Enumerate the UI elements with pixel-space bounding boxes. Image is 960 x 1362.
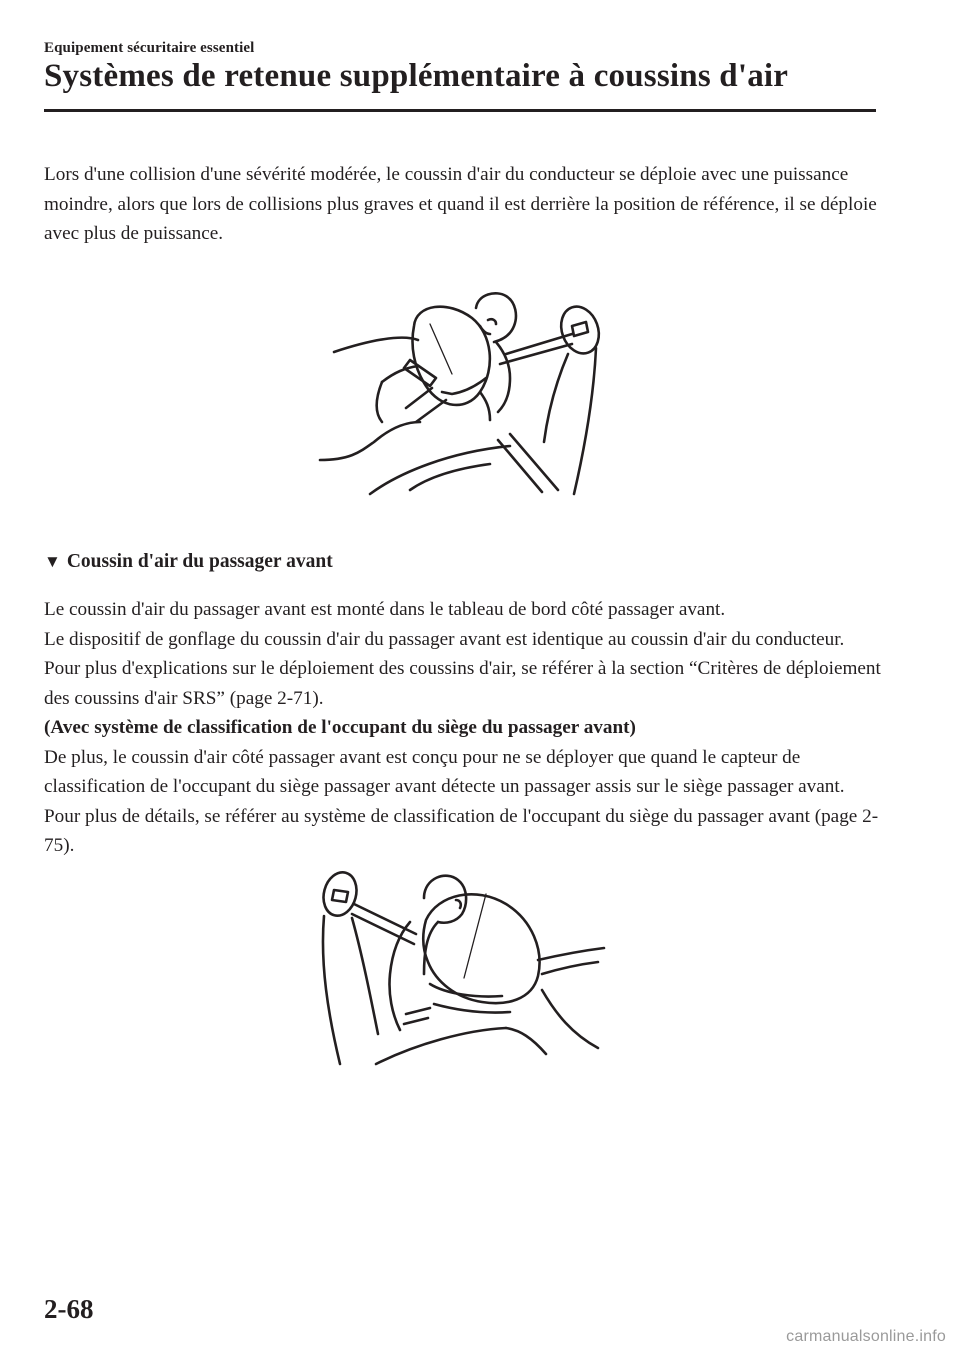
page-number: 2-68 [44, 1294, 94, 1324]
occupant-classification-note: (Avec système de classification de l'occupant du siège du passager avant) [44, 717, 636, 738]
intro-paragraph [44, 160, 884, 249]
triangle-marker-icon: ▼ [44, 552, 61, 571]
intro-text: Lors d'une collision d'une sévérité modérée, le coussin d'air du conducteur se déploie avec une puissance moindre, alors que lors de collisions plus graves et quand il est derrière la position de référence, il se déploie avec plus de puissance. [44, 164, 877, 244]
paragraph-line-3: Pour plus d'explications sur le déploiement des coussins d'air, se référer à la section “Critères de déploiement des coussins d'air SRS” (page 2-71). [44, 658, 881, 709]
dashboard-line [334, 338, 418, 352]
airbag-outline [413, 307, 490, 405]
passenger-airbag-illustration [306, 864, 616, 1070]
heading-text: Coussin d'air du passager avant [66, 551, 333, 572]
passenger-paragraph [44, 595, 884, 861]
page-title: Systèmes de retenue supplémentaire à coussins d'air [44, 58, 789, 94]
paragraph-line-2: Le dispositif de gonflage du coussin d'air du passager avant est identique au coussin d'air du conducteur. [44, 628, 845, 650]
passenger-airbag-heading [44, 551, 333, 573]
driver-airbag-illustration [310, 282, 620, 502]
title-divider [44, 109, 876, 112]
occupant-head [476, 293, 516, 342]
section-label: Equipement sécuritaire essentiel [44, 40, 255, 56]
paragraph-line-1: Le coussin d'air du passager avant est monté dans le tableau de bord côté passager avant. [44, 599, 726, 620]
paragraph-line-4: De plus, le coussin d'air côté passager avant est conçu pour ne se déployer que quand le capteur de classification de l'occupant du siège passager avant détecte un passager assis sur le siège passager avant. Pour plus de détails, se référer au système de classification de l'occupant du siège du passager avant (page 2-75). [44, 746, 879, 856]
watermark-text: carmanualsonline.info [786, 1328, 946, 1345]
